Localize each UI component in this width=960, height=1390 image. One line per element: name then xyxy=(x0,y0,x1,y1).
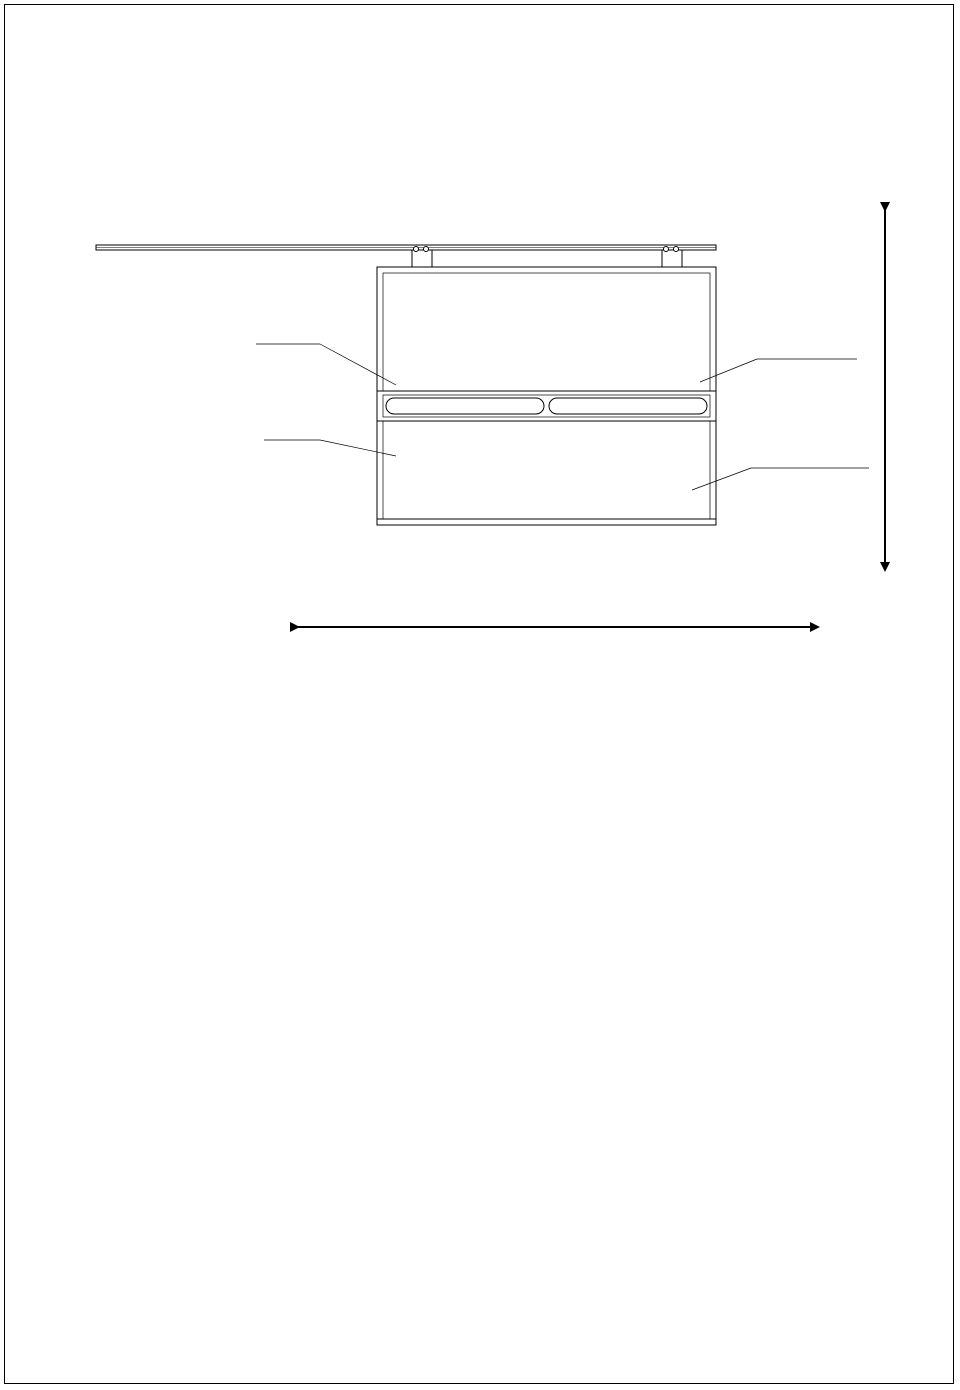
hanger-left xyxy=(412,247,432,268)
partition-panel xyxy=(377,267,716,525)
hanger-right xyxy=(662,247,682,268)
hanging-rail xyxy=(96,245,716,250)
